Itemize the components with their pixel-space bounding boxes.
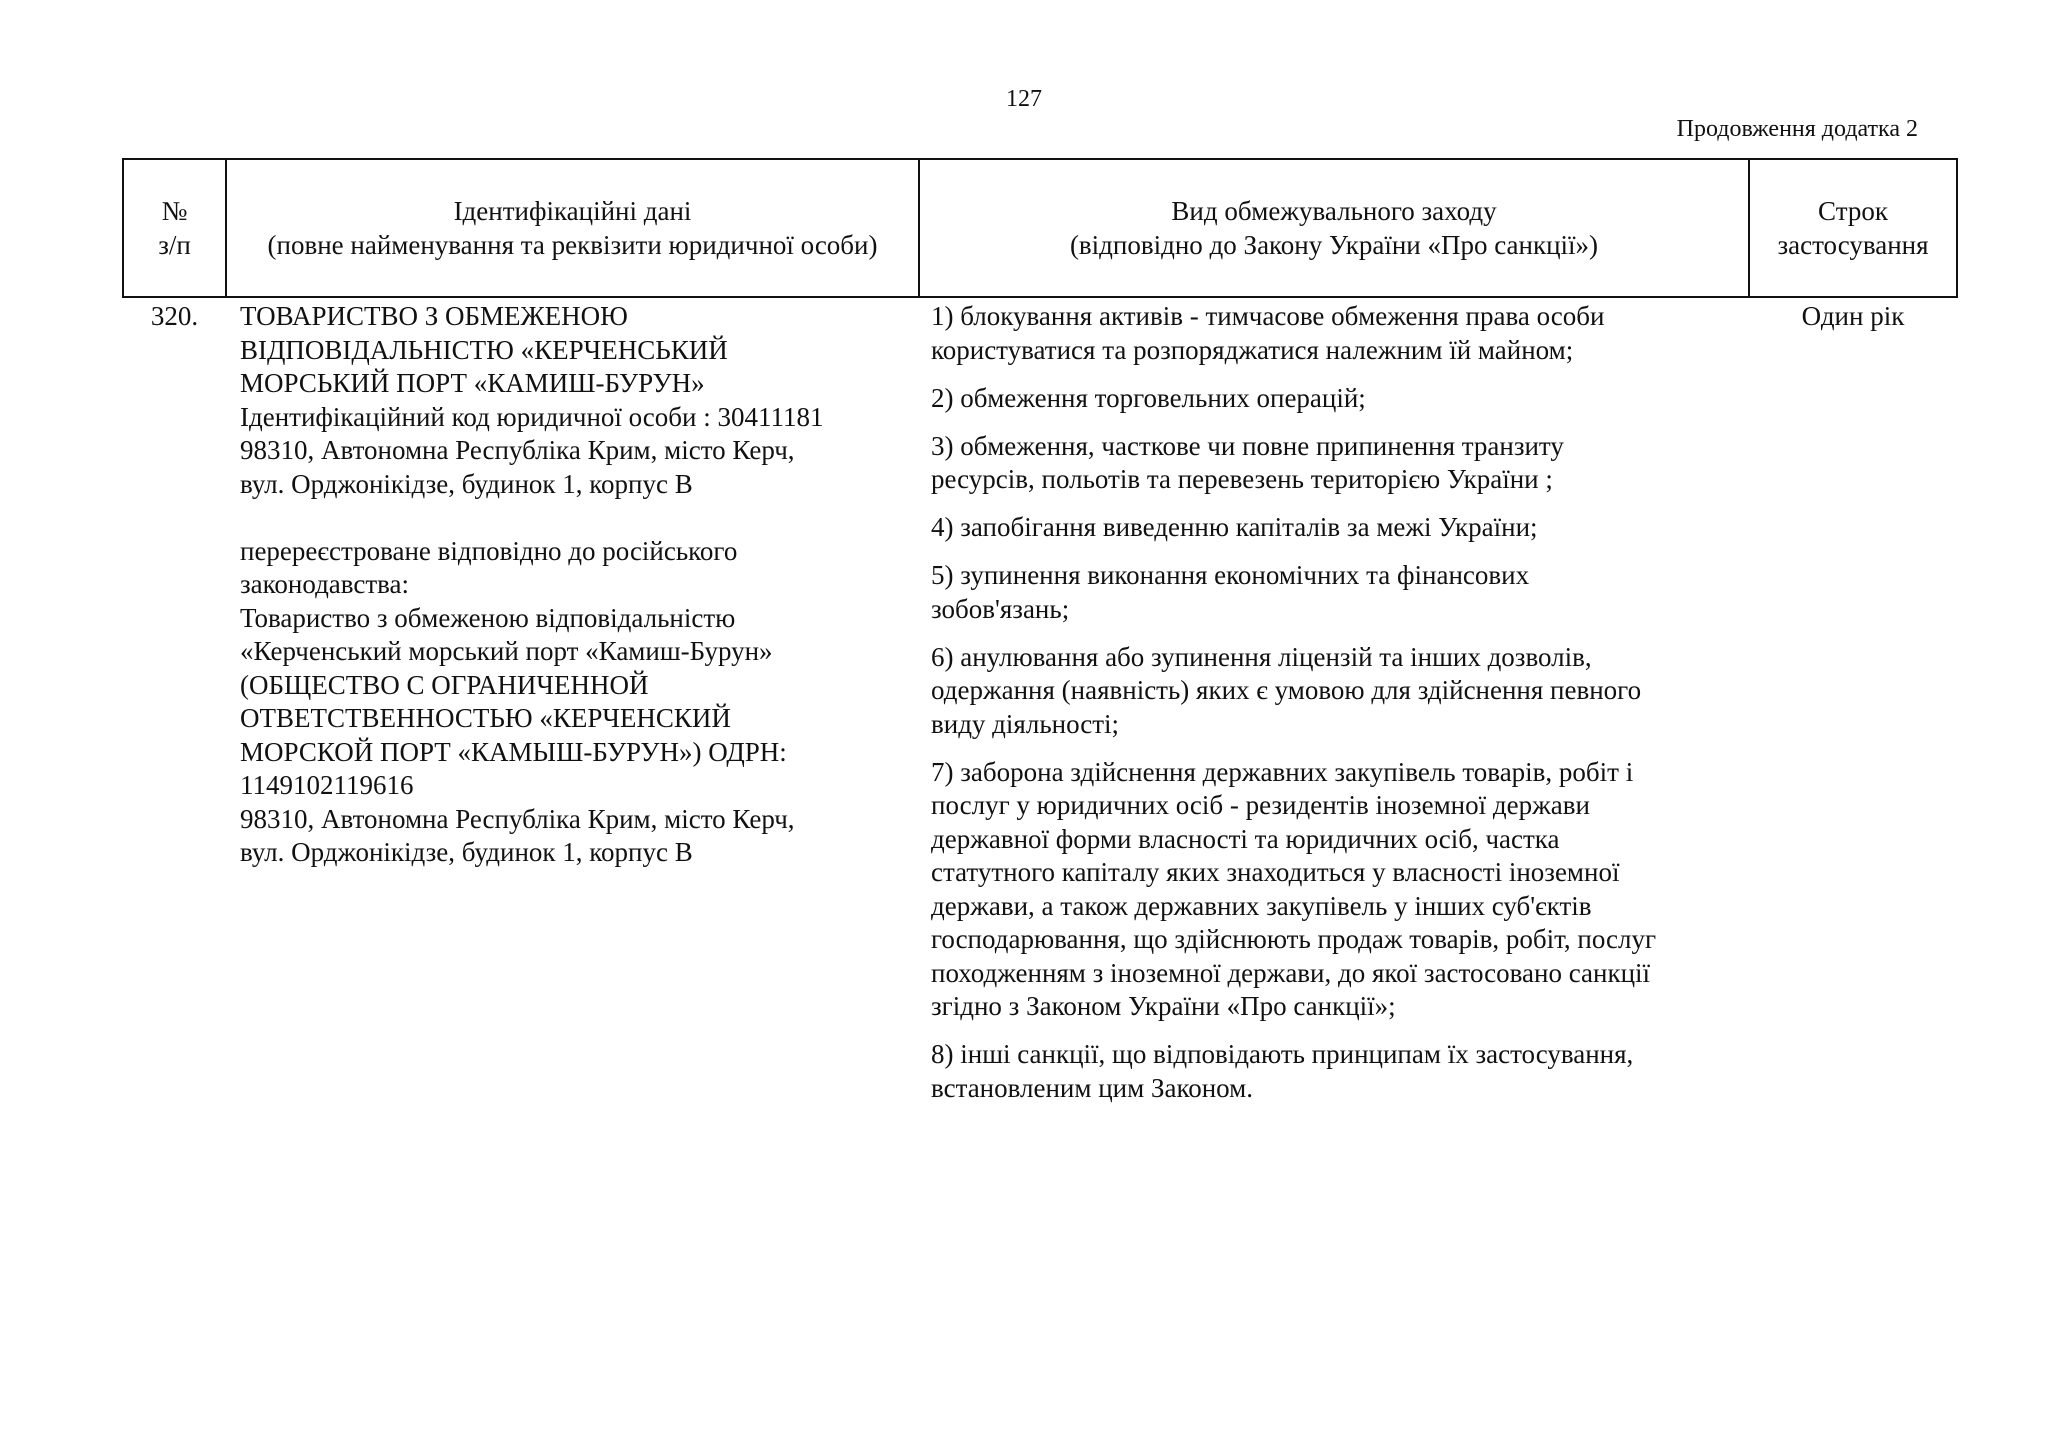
measure-line: виду діяльності;: [931, 708, 1120, 739]
measure-line: держави, а також державних закупівель у інших суб'єктів: [931, 890, 1592, 921]
entity-line: законодавства:: [240, 569, 410, 599]
entity-line: ТОВАРИСТВО З ОБМЕЖЕНОЮ: [240, 301, 628, 331]
entity-line: МОРСКОЙ ПОРТ «КАМЫШ-БУРУН») ОДРН:: [240, 736, 787, 767]
measure-line: 4) запобігання виведенню капіталів за межі України;: [931, 512, 1538, 542]
measure-line: згідно з Законом України «Про санкції»;: [931, 991, 1396, 1021]
measure-item: [931, 430, 1739, 497]
table-header-row: [123, 159, 1957, 297]
entity-line: 1149102119616: [240, 770, 414, 800]
entity-line: перереєстроване відповідно до російського: [240, 535, 738, 566]
measure-item: [931, 511, 1739, 545]
entity-line: (ОБЩЕСТВО С ОГРАНИЧЕННОЙ: [240, 669, 649, 700]
measure-line: 6) анулювання або зупинення ліцензій та інших дозволів,: [931, 641, 1592, 672]
entity-line: 98310, Автономна Республіка Крим, місто Керч,: [240, 803, 795, 834]
header-line: з/п: [158, 230, 191, 260]
sanction-term: Один рік: [1801, 301, 1905, 331]
measure-line: 5) зупинення виконання економічних та фінансових: [931, 560, 1530, 590]
measure-line: ресурсів, польотів та перевезень територією України ;: [931, 464, 1553, 494]
header-line: №: [161, 196, 188, 226]
row-number: 320.: [150, 301, 199, 331]
header-line: Вид обмежувального заходу: [1171, 196, 1497, 226]
measure-line: 2) обмеження торговельних операцій;: [931, 382, 1366, 413]
header-line: Строк: [1818, 196, 1888, 226]
measure-line: 8) інші санкції, що відповідають принципам їх застосування,: [931, 1039, 1634, 1069]
measure-item: [931, 641, 1739, 742]
entity-line: 98310, Автономна Республіка Крим, місто Керч,: [240, 435, 795, 465]
header-line: застосування: [1777, 230, 1929, 260]
measure-line: 7) заборона здійснення державних закупівель товарів, робіт і: [931, 756, 1634, 787]
sanctions-table: [122, 158, 1958, 1120]
measure-line: одержання (наявність) яких є умовою для здійснення певного: [931, 675, 1642, 705]
measure-item: [931, 382, 1739, 416]
measure-line: господарювання, що здійснюють продаж товарів, робіт, послуг: [931, 924, 1657, 954]
entity-spacer: [240, 501, 911, 535]
measure-line: 3) обмеження, часткове чи повне припинення транзиту: [931, 430, 1564, 461]
measure-item: [931, 756, 1739, 1024]
entity-line: Ідентифікаційний код юридичної особи : 30411181: [240, 401, 824, 432]
measure-item: [931, 1038, 1739, 1105]
entity-line: вул. Орджонікідзе, будинок 1, корпус В: [240, 468, 693, 499]
entity-line: вул. Орджонікідзе, будинок 1, корпус В: [240, 837, 693, 867]
measure-line: походженням з іноземної держави, до якої застосовано санкції: [931, 957, 1651, 988]
header-line: (повне найменування та реквізити юридичної особи): [267, 230, 878, 260]
measure-line: користуватися та розпоряджатися належним їй майном;: [931, 334, 1574, 365]
header-line: Ідентифікаційні дані: [453, 196, 692, 226]
column-header-term: [1749, 159, 1957, 297]
continuation-note: Продовження додатка 2: [1676, 116, 1918, 142]
measure-line: 1) блокування активів - тимчасове обмеження права особи: [931, 301, 1605, 331]
page-number: 127: [1006, 86, 1042, 112]
table-row: [123, 297, 1957, 1120]
entity-line: «Керченський морський порт «Камиш-Бурун»: [240, 636, 773, 666]
measure-item: [931, 300, 1739, 367]
measure-line: зобов'язань;: [931, 593, 1070, 624]
entity-line: ОТВЕТСТВЕННОСТЬЮ «КЕРЧЕНСКИЙ: [240, 703, 731, 733]
measure-line: статутного капіталу яких знаходиться у власності іноземної: [931, 857, 1620, 887]
entity-line: МОРСЬКИЙ ПОРТ «КАМИШ-БУРУН»: [240, 368, 705, 398]
header-line: (відповідно до Закону України «Про санкції»): [1069, 230, 1599, 260]
measure-line: державної форми власності та юридичних осіб, частка: [931, 823, 1560, 854]
measure-line: встановленим цим Законом.: [931, 1072, 1253, 1103]
column-header-measure-type: [919, 159, 1749, 297]
entity-line: ВІДПОВІДАЛЬНІСТЮ «КЕРЧЕНСЬКИЙ: [240, 334, 728, 365]
column-header-number: [123, 159, 226, 297]
measure-line: послуг у юридичних осіб - резидентів іноземної держави: [931, 790, 1590, 820]
measures-list: [919, 297, 1749, 1120]
entity-line: Товариство з обмеженою відповідальністю: [240, 602, 736, 633]
measure-item: [931, 559, 1739, 626]
column-header-identification: [226, 159, 919, 297]
entity-details: [226, 297, 919, 1120]
